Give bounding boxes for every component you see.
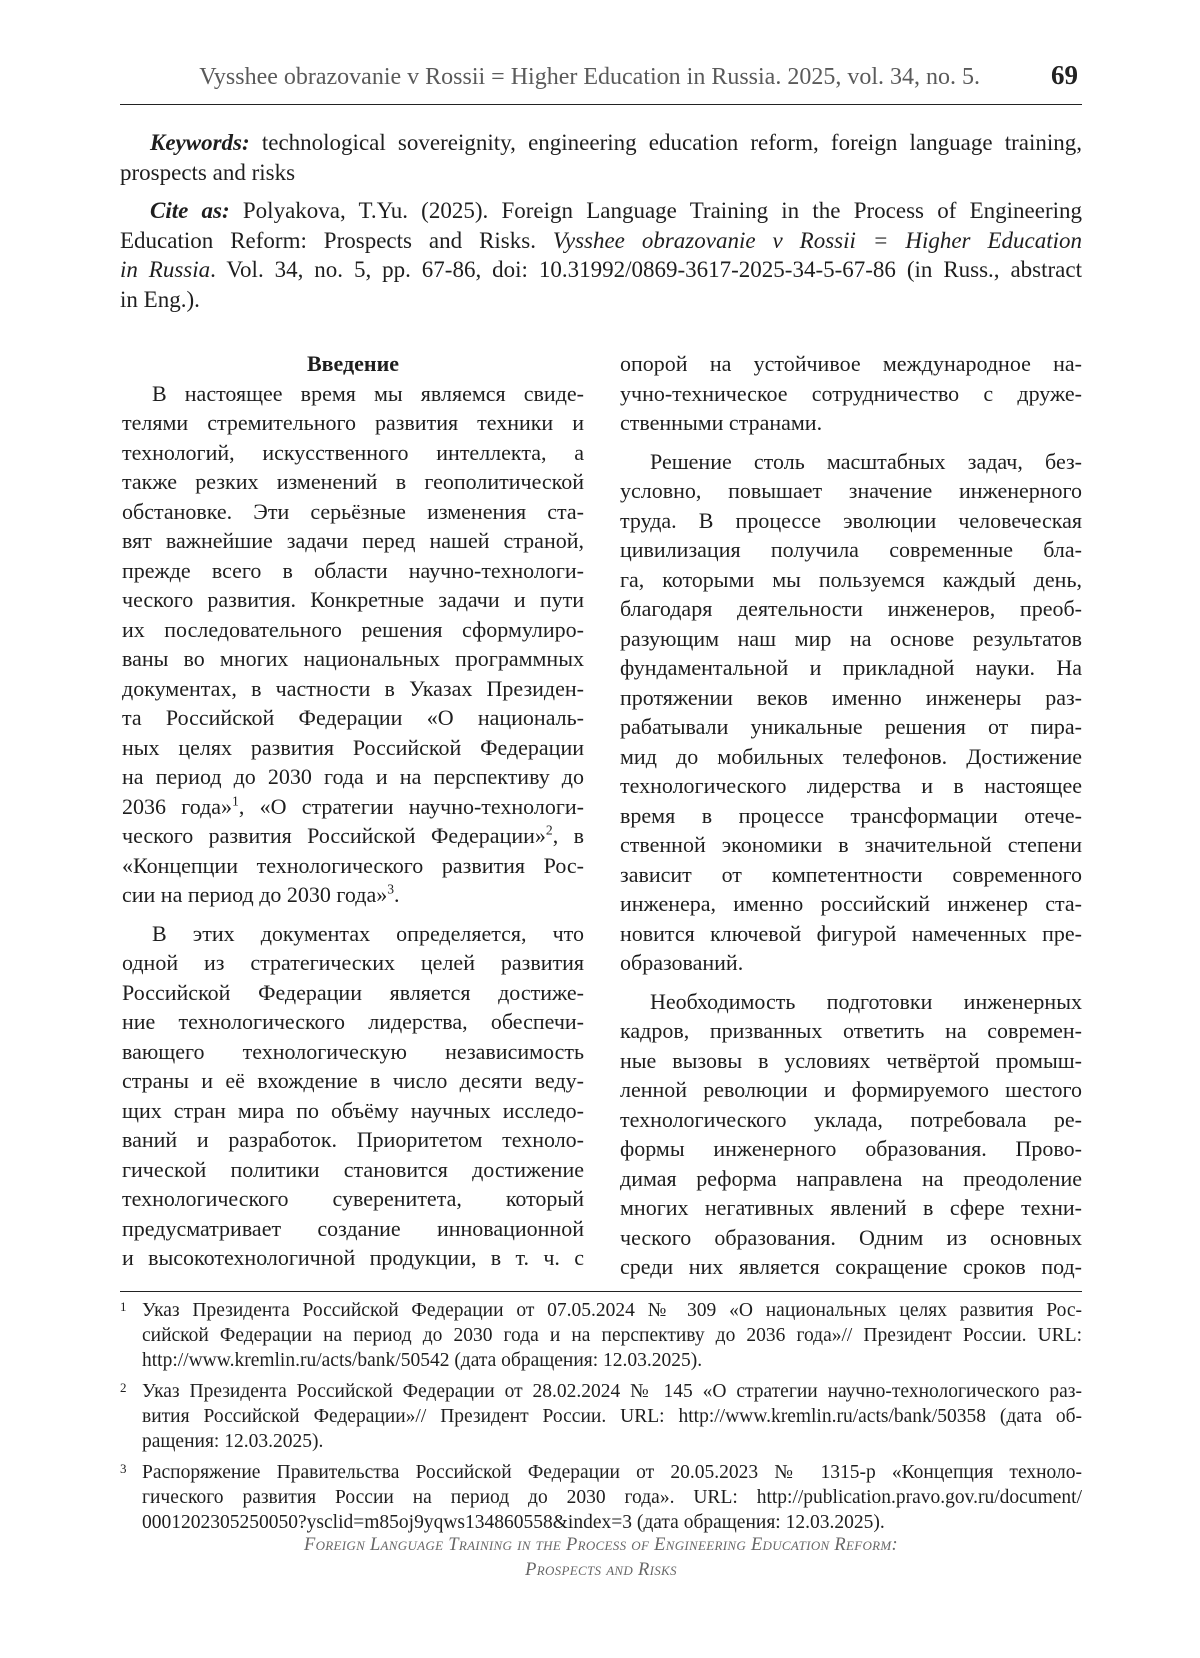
paragraph-gap xyxy=(122,910,584,919)
keywords-text: technological sovereignity, engineering education reform, foreign language training, xyxy=(249,130,1082,155)
footnote-ref-1[interactable]: 1 xyxy=(232,793,239,809)
running-head: Vysshee obrazovanie v Rossii = Higher Education in Russia. 2025, vol. 34, no. 5. xyxy=(199,64,980,90)
footnote-line: вития Российской Федерации»// Президент России. URL: http://www.kremlin.ru/acts/bank/50358 (дата об- xyxy=(142,1406,1082,1427)
text-fragment: , «О стратегии научно-технологи- xyxy=(238,793,584,819)
text-line: ственной экономики в значительной степени xyxy=(620,832,1082,857)
text-line: ческого развития. Конкретные задачи и пути xyxy=(122,587,584,612)
text-fragment: 2036 года» xyxy=(122,793,233,819)
footnote-line: гического развития России на период до 2030 года». URL: http://publication.pravo.gov.ru/document/ xyxy=(142,1487,1082,1508)
text-line: ленной революции и формируемого шестого xyxy=(620,1077,1082,1102)
text-line: В настоящее время мы являемся свиде- xyxy=(152,380,584,406)
text-fragment: , в xyxy=(552,823,584,848)
footnote-number: 3 xyxy=(120,1461,127,1476)
text-line: формы инженерного образования. Прово- xyxy=(620,1136,1082,1161)
keywords-block xyxy=(120,128,1082,187)
cite-text-1: Polyakova, T.Yu. (2025). Foreign Language Training in the Process of Engineering xyxy=(229,198,1082,223)
footnote-line: ращения: 12.03.2025). xyxy=(142,1431,324,1452)
cite-line-3 xyxy=(120,255,1082,285)
text-line: их последовательного решения сформулиро- xyxy=(122,616,584,642)
text-line: кадров, призванных ответить на современ- xyxy=(620,1018,1082,1043)
paragraph-gap xyxy=(620,978,1082,987)
text-line xyxy=(122,880,584,910)
text-line: разующим наш мир на основе результатов xyxy=(620,625,1082,651)
text-line: «Концепции технологического развития Рос- xyxy=(122,852,584,878)
cite-block xyxy=(120,196,1082,314)
text-line: на период до 2030 года и на перспективу до xyxy=(122,764,584,789)
footnote-ref-3[interactable]: 3 xyxy=(387,881,395,897)
footnote-number: 1 xyxy=(120,1299,127,1314)
cite-line-4: in Eng.). xyxy=(120,286,200,312)
text-line: протяжении веков именно инженеры раз- xyxy=(620,684,1082,710)
text-line: среди них является сокращение сроков под- xyxy=(620,1254,1082,1279)
footnote-divider xyxy=(120,1291,1082,1292)
cite-journal-1: Vysshee obrazovanie v Rossii = Higher Education xyxy=(552,227,1082,253)
text-line: также резких изменений в геополитической xyxy=(122,469,584,494)
text-line: технологий, искусственного интеллекта, а xyxy=(122,439,584,465)
text-line: та Российской Федерации «О националь- xyxy=(122,705,584,730)
paragraph-3 xyxy=(620,447,1082,978)
text-line: В этих документах определяется, что xyxy=(152,920,584,946)
text-line: документах, в частности в Указах Президен- xyxy=(122,675,584,701)
cite-line-2 xyxy=(120,226,1082,256)
text-line: гической политики становится достижение xyxy=(122,1156,584,1182)
text-fragment: ческого развития Российской Федерации» xyxy=(122,823,546,848)
text-line: труда. В процессе эволюции человеческая xyxy=(620,507,1082,533)
text-line: телями стремительного развития техники и xyxy=(122,410,584,435)
text-line: вающего технологическую независимость xyxy=(122,1038,584,1064)
text-line: опорой на устойчивое международное на- xyxy=(620,351,1082,376)
footnote-line: http://www.kremlin.ru/acts/bank/50542 (дата обращения: 12.03.2025). xyxy=(142,1350,703,1371)
text-line: вят важнейшие задачи перед нашей страной, xyxy=(122,528,584,553)
footnote-line: Распоряжение Правительства Российской Федерации от 20.05.2023 № 1315-р «Концепция техноло- xyxy=(142,1462,1082,1483)
footnote-line: 0001202305250050?ysclid=m85oj9yqws134860558&index=3 (дата обращения: 12.03.2025). xyxy=(142,1512,885,1533)
text-line: Решение столь масштабных задач, без- xyxy=(650,448,1082,474)
footnote-line: Указ Президента Российской Федерации от 07.05.2024 № 309 «О национальных целях развития Рос- xyxy=(142,1300,1082,1321)
cite-text-3: . Vol. 34, no. 5, pp. 67-86, doi: 10.31992/0869-3617-2025-34-5-67-86 (in Russ., abstract xyxy=(210,257,1082,282)
footnote-number: 2 xyxy=(120,1380,127,1395)
cite-line-1 xyxy=(120,196,1082,226)
footnote-ref-2[interactable]: 2 xyxy=(545,822,553,838)
text-line: рабатывали уникальные решения от пира- xyxy=(620,714,1082,739)
text-line: ческого образования. Одним из основных xyxy=(620,1224,1082,1250)
text-line: Необходимость подготовки инженерных xyxy=(650,988,1082,1014)
text-line: многих негативных явлений в сфере техни- xyxy=(620,1195,1082,1220)
cite-text-2: Education Reform: Prospects and Risks. xyxy=(120,227,553,253)
page-number: 69 xyxy=(1051,60,1078,90)
text-line: условно, повышает значение инженерного xyxy=(620,478,1082,503)
text-line: страны и её вхождение в число десяти веду- xyxy=(122,1068,584,1093)
footnote-1 xyxy=(120,1298,1082,1373)
article-title-footer xyxy=(120,1533,1082,1583)
text-line: предусматривает создание инновационной xyxy=(122,1215,584,1241)
footer-title-line-1: Foreign Language Training in the Process of Engineering Education Reform: xyxy=(303,1535,898,1555)
right-column xyxy=(620,349,1082,1282)
paragraph-1 xyxy=(122,379,584,910)
text-fragment: . xyxy=(394,882,400,907)
text-line: обстановке. Эти серьёзные изменения ста- xyxy=(122,498,584,524)
text-line: благодаря деятельности инженеров, преоб- xyxy=(620,596,1082,621)
text-line xyxy=(122,821,584,851)
keywords-line-1 xyxy=(120,128,1082,158)
cite-label: Cite as: xyxy=(150,198,230,223)
text-line: фундаментальной и прикладной науки. На xyxy=(620,655,1082,680)
text-line: щих стран мира по объёму научных исследо- xyxy=(122,1097,584,1123)
text-line: ные вызовы в условиях четвёртой промыш- xyxy=(620,1047,1082,1073)
text-line: время в процессе трансформации отече- xyxy=(620,802,1082,828)
text-line: ваны во многих национальных программных xyxy=(122,646,584,671)
text-line: цивилизация получила современные бла- xyxy=(620,537,1082,562)
paragraph-2 xyxy=(122,919,584,1273)
text-line: зависит от компетентности современного xyxy=(620,861,1082,887)
text-line: и высокотехнологичной продукции, в т. ч. с xyxy=(122,1245,584,1270)
text-line: образований. xyxy=(620,950,744,975)
left-column xyxy=(122,349,584,1273)
keywords-line-2: prospects and risks xyxy=(120,159,296,185)
footer-title-line-2: Prospects and Risks xyxy=(525,1560,677,1580)
text-line: ваний и разработок. Приоритетом техноло- xyxy=(122,1127,584,1152)
paragraph-gap xyxy=(620,438,1082,447)
text-line: ственными странами. xyxy=(620,410,823,435)
section-heading: Введение xyxy=(306,351,400,376)
text-line: ных целях развития Российской Федерации xyxy=(122,734,584,760)
paragraph-4 xyxy=(620,987,1082,1282)
text-line: одной из стратегических целей развития xyxy=(122,950,584,975)
text-line: технологического лидерства и в настоящее xyxy=(620,773,1082,798)
text-line: димая реформа направлена на преодоление xyxy=(620,1165,1082,1191)
footnotes xyxy=(120,1298,1082,1541)
text-line xyxy=(122,792,584,822)
text-line: инженера, именно российский инженер ста- xyxy=(620,891,1082,916)
text-line: га, которыми мы пользуемся каждый день, xyxy=(620,566,1082,592)
text-line: учно-техническое сотрудничество с друже- xyxy=(620,380,1082,406)
text-line: мид до мобильных телефонов. Достижение xyxy=(620,743,1082,769)
text-line: технологического уклада, потребовала ре- xyxy=(620,1106,1082,1132)
footnote-line: сийской Федерации на период до 2030 года и на перспективу до 2036 года»// Президент России. URL: xyxy=(142,1325,1082,1346)
page-header xyxy=(120,60,1082,105)
footnote-2 xyxy=(120,1379,1082,1454)
paragraph-continued xyxy=(620,349,1082,438)
footnote-3 xyxy=(120,1460,1082,1535)
text-line: Российской Федерации является достиже- xyxy=(122,979,584,1005)
cite-journal-2: in Russia xyxy=(120,257,211,282)
text-line: прежде всего в области научно-технологи- xyxy=(122,557,584,583)
text-line: новится ключевой фигурой намеченных пре- xyxy=(620,920,1082,946)
text-line: технологического суверенитета, который xyxy=(122,1186,584,1211)
footnote-line: Указ Президента Российской Федерации от 28.02.2024 № 145 «О стратегии научно-технологического раз- xyxy=(142,1381,1082,1402)
keywords-label: Keywords: xyxy=(150,130,250,155)
text-fragment: сии на период до 2030 года» xyxy=(122,882,388,907)
text-line: ние технологического лидерства, обеспечи- xyxy=(122,1009,584,1034)
